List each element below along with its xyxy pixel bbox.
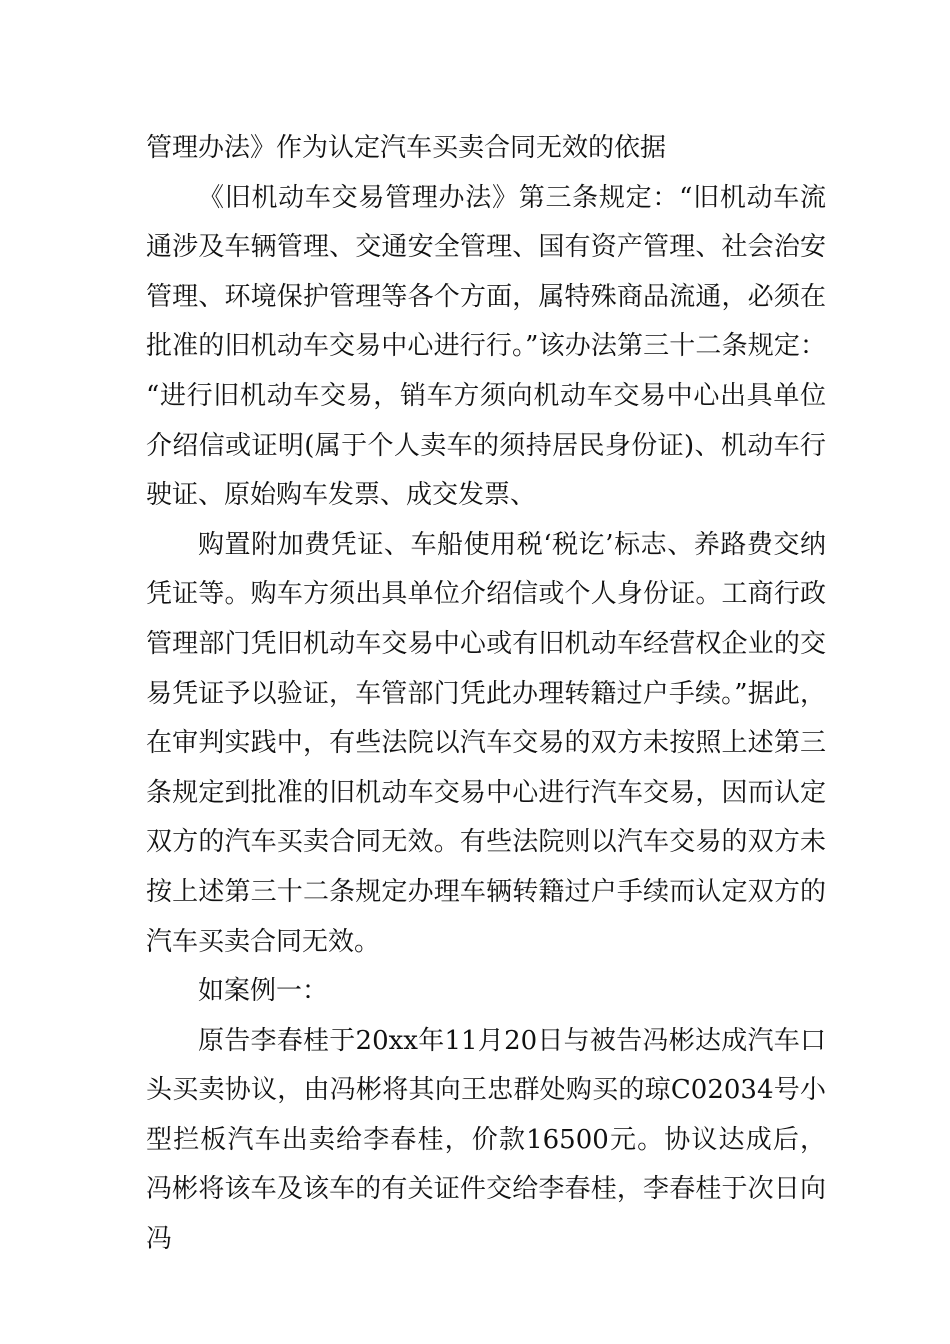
paragraph-4: 如案例一： xyxy=(198,976,329,1007)
paragraph-2: 《旧机动车交易管理办法》第三条规定：“旧机动车流通涉及车辆管理、交通安全管理、国有资产管理、社会治安管理、环境保护管理等各个方面，属特殊商品流通，必须在批准的旧机动车交易中心进行行。”该办法第三十二条规定：“进行旧机动车交易，销车方须向机动车交易中心出具单位介绍信或证明(属于个人卖车的须持居民身份证)、机动车行驶证、原始购车发票、成交发票、 xyxy=(146,182,826,511)
document-body xyxy=(146,124,826,1265)
paragraph-1: 管理办法》作为认定汽车买卖合同无效的依据 xyxy=(146,133,667,163)
paragraph-5: 原告李春桂于20xx年11月20日与被告冯彬达成汽车口头买卖协议，由冯彬将其向王忠群处购买的琼C02034号小型拦板汽车出卖给李春桂，价款16500元。协议达成后，冯彬将该车及该车的有关证件交给李春桂，李春桂于次日向冯 xyxy=(146,1025,826,1255)
paragraph-3: 购置附加费凭证、车船使用税‘税讫’标志、养路费交纳凭证等。购车方须出具单位介绍信或个人身份证。工商行政管理部门凭旧机动车交易中心或有旧机动车经营权企业的交易凭证予以验证，车管部门凭此办理转籍过户手续。”据此，在审判实践中，有些法院以汽车交易的双方未按照上述第三条规定到批准的旧机动车交易中心进行汽车交易，因而认定双方的汽车买卖合同无效。有些法院则以汽车交易的双方未按上述第三十二条规定办理车辆转籍过户手续而认定双方的汽车买卖合同无效。 xyxy=(146,529,826,957)
